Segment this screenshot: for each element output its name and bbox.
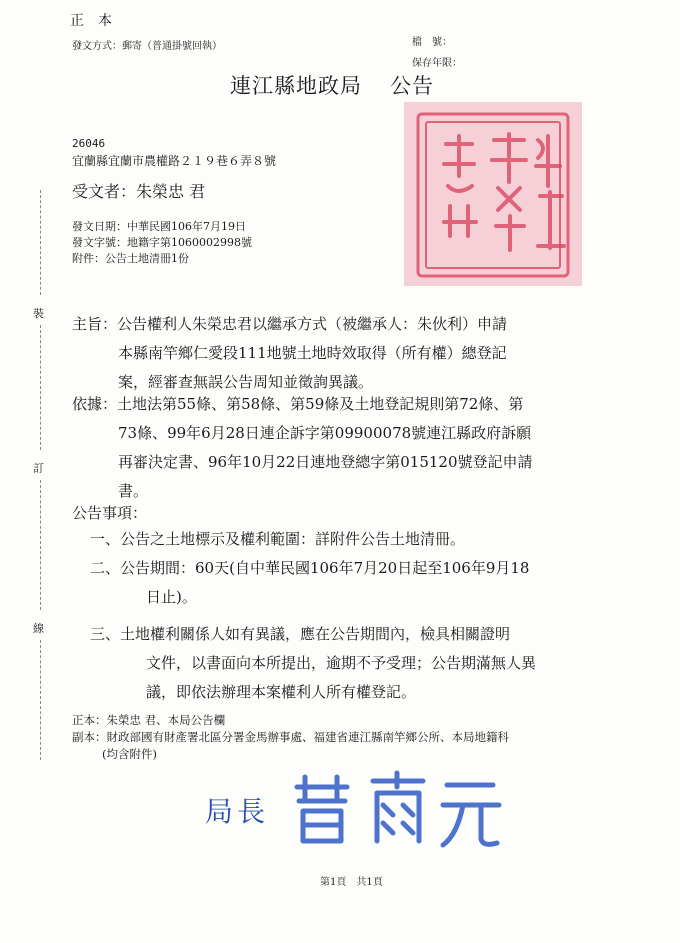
recipient-address: 宜蘭縣宜蘭市農權路２１９巷６弄８號 xyxy=(72,154,277,168)
subject-line: 本縣南竿鄉仁愛段111地號土地時效取得（所有權）總登記 xyxy=(118,344,507,362)
director-signature-icon xyxy=(285,765,515,855)
binding-line xyxy=(40,480,41,610)
page-number: 第1頁 共1頁 xyxy=(320,877,383,888)
notice-item-3-cont: 議，即依法辦理本案權利人所有權登記。 xyxy=(146,683,417,701)
subject-section xyxy=(72,310,507,397)
basis-line: 書。 xyxy=(118,482,149,500)
attachment-note: 附件：公告土地清冊1份 xyxy=(72,252,189,265)
notice-item-3-cont: 文件，以書面向本所提出，逾期不予受理；公告期滿無人異 xyxy=(146,654,537,672)
notice-item-1: 一、公告之土地標示及權利範圍：詳附件公告土地清冊。 xyxy=(90,530,466,548)
file-number-label: 檔 號： xyxy=(412,37,452,48)
subject-line: 主旨：公告權利人朱榮忠君以繼承方式（被繼承人：朱伙利）申請 xyxy=(72,315,508,333)
notice-item-2-cont: 日止)。 xyxy=(146,588,197,606)
notice-item-3: 三、土地權利關係人如有異議，應在公告期間內，檢具相關證明 xyxy=(90,625,511,643)
issuing-agency: 連江縣地政局 xyxy=(230,74,362,98)
document-number: 發文字號：地籍字第1060002998號 xyxy=(72,236,252,249)
binding-line xyxy=(40,640,41,760)
distribution-list xyxy=(72,712,509,763)
issue-date: 發文日期：中華民國106年7月19日 xyxy=(72,220,246,233)
binding-mark-3: 線 xyxy=(33,622,44,635)
postal-code: 26046 xyxy=(72,137,106,150)
copy-label: 正本 xyxy=(70,13,126,29)
send-method: 發文方式：郵寄（普通掛號回執） xyxy=(72,41,222,52)
director-title: 局長 xyxy=(205,795,270,828)
basis-line: 73條、99年6月28日連企訴字第09900078號連江縣政府訴願 xyxy=(118,424,532,442)
basis-line: 依據：土地法第55條、第58條、第59條及土地登記規則第72條、第 xyxy=(72,395,524,413)
notice-item-2: 二、公告期間：60天(自中華民國106年7月20日起至106年9月18 xyxy=(90,559,530,577)
original-recipients: 正本：朱榮忠 君、本局公告欄 xyxy=(72,713,226,727)
retention-label: 保存年限： xyxy=(412,58,462,69)
notice-heading: 公告事項： xyxy=(72,504,148,522)
recipient: 受文者：朱榮忠 君 xyxy=(72,182,206,201)
basis-section xyxy=(72,390,533,506)
official-seal-icon xyxy=(398,96,588,292)
copy-recipients-note: (均含附件) xyxy=(102,747,157,761)
copy-recipients: 副本：財政部國有財產署北區分署金馬辦事處、福建省連江縣南竿鄉公所、本局地籍科 xyxy=(72,730,509,744)
binding-mark-2: 訂 xyxy=(33,462,44,475)
binding-line xyxy=(40,190,41,295)
basis-line: 再審決定書、96年10月22日連地登總字第015120號登記申請 xyxy=(118,453,533,471)
document-type: 公告 xyxy=(390,74,434,98)
binding-line xyxy=(40,325,41,450)
subject-line: 案，經審查無誤公告周知並徵詢異議。 xyxy=(118,373,374,391)
binding-mark-1: 裝 xyxy=(33,307,44,320)
notice-items xyxy=(72,525,536,707)
